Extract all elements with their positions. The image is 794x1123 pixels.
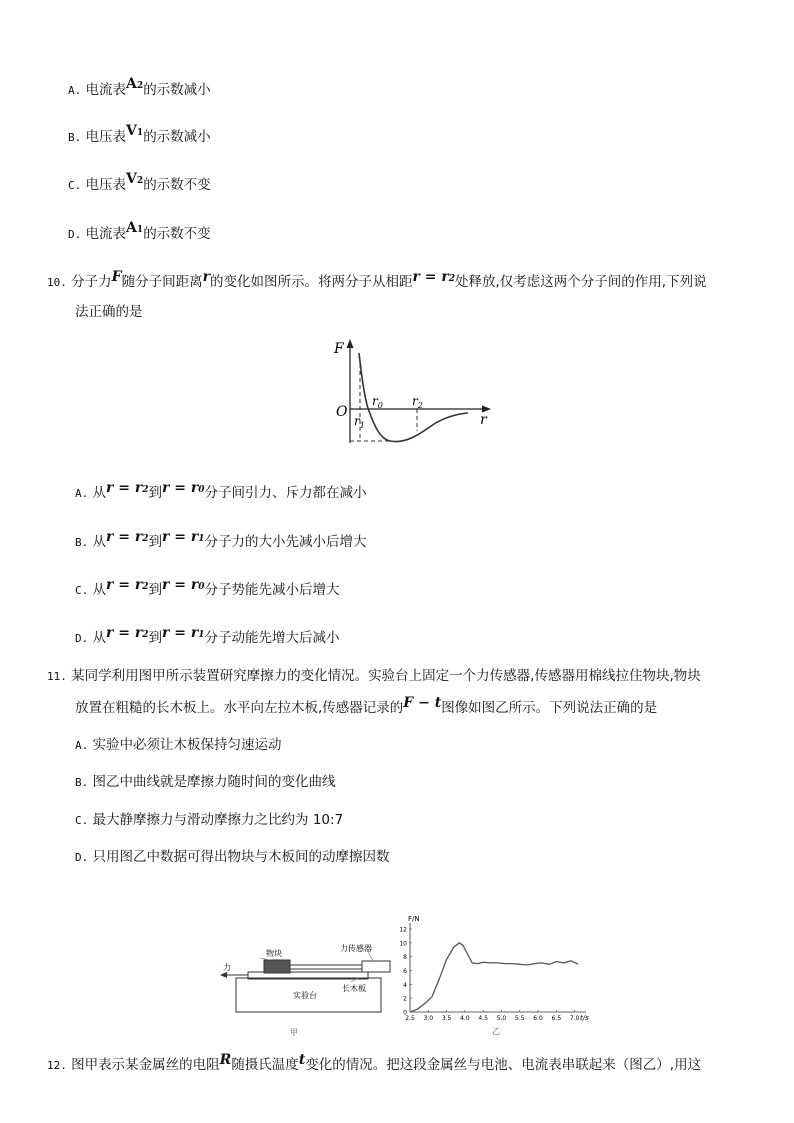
q9-option-b: B. 电压表V1的示数减小 xyxy=(68,123,211,145)
f-axis-arrow xyxy=(347,339,354,348)
f-axis-label: F xyxy=(334,341,344,357)
voltmeter-symbol: V2 xyxy=(126,171,144,187)
x-tick-label: 7.0 xyxy=(569,1015,580,1022)
sensor-label: 力传感器 xyxy=(340,944,372,953)
q12-stem-line1: 12. 图甲表示某金属丝的电阻R随摄氏温度t变化的情况。把这段金属丝与电池、电流表串联起来（图乙）,用这 xyxy=(47,1052,702,1073)
r2-label: $r_2$ xyxy=(412,394,423,410)
block-label: 物块 xyxy=(266,949,282,958)
ammeter-symbol: A1 xyxy=(126,220,144,236)
y-tick-label: 10 xyxy=(399,940,407,948)
q11-stem-line1: 11. 某同学利用图甲所示装置研究摩擦力的变化情况。实验台上固定一个力传感器,传感器用棉线拉住物块,物块 xyxy=(47,668,701,684)
apparatus-figure xyxy=(218,940,393,1040)
q10-option-c: C. 从r = r2到r = r0分子势能先减小后增大 xyxy=(75,577,340,598)
y-tick-label: 12 xyxy=(399,926,407,934)
r0-label: $r_0$ xyxy=(372,394,383,410)
board-label: 长木板 xyxy=(342,984,366,993)
ammeter-symbol: A2 xyxy=(126,76,144,92)
q10-stem-line1: 10. 分子力F随分子间距离r的变化如图所示。将两分子从相距r = r2处释放,仅考虑这两个分子间的作用,下列说 xyxy=(47,269,707,290)
x-axis-label: t/s xyxy=(580,1014,589,1022)
origin-label: O xyxy=(336,404,348,420)
y-tick-label: 0 xyxy=(403,1009,407,1017)
q10-option-a: A. 从r = r2到r = r0分子间引力、斥力都在减小 xyxy=(75,480,367,501)
voltmeter-symbol: V1 xyxy=(126,123,144,139)
q10-option-d: D. 从r = r2到r = r1分子动能先增大后减小 xyxy=(75,625,340,646)
y-tick-label: 2 xyxy=(403,995,407,1003)
y-axis-label: F/N xyxy=(408,915,420,923)
q10-option-b: B. 从r = r2到r = r1分子力的大小先减小后增大 xyxy=(75,529,367,550)
q10-stem-line2: 法正确的是 xyxy=(75,304,143,320)
sensor-leader xyxy=(368,952,373,961)
q9-option-d: D. 电流表A1的示数不变 xyxy=(68,220,211,242)
x-tick-label: 3.5 xyxy=(441,1015,452,1022)
x-tick-label: 3.0 xyxy=(423,1015,434,1022)
y-tick-label: 8 xyxy=(403,954,407,962)
q9-option-a: A. 电流表A2的示数减小 xyxy=(68,76,211,98)
force-label: 力 xyxy=(223,963,231,972)
x-tick-label: 4.0 xyxy=(460,1015,470,1022)
figure-yi-caption: 乙 xyxy=(492,1027,500,1036)
r-axis-label: r xyxy=(480,412,487,428)
x-tick-label: 5.5 xyxy=(515,1015,525,1022)
chart-axes xyxy=(410,923,586,1012)
x-tick-label: 6.5 xyxy=(551,1015,562,1022)
pull-arrow xyxy=(220,972,227,978)
block xyxy=(264,960,290,973)
x-tick-label: 2.5 xyxy=(405,1015,415,1022)
table-label: 实验台 xyxy=(293,991,317,1000)
q11-option-d: D. 只用图乙中数据可得出物块与木板间的动摩擦因数 xyxy=(75,849,390,865)
x-tick-label: 4.5 xyxy=(478,1015,488,1022)
q11-option-c: C. 最大静摩擦力与滑动摩擦力之比约为 10:7 xyxy=(75,812,344,828)
q9-option-c: C. 电压表V2的示数不变 xyxy=(68,171,211,193)
force-time-chart xyxy=(396,915,596,1040)
force-distance-graph xyxy=(328,335,498,455)
q11-stem-line2: 放置在粗糙的长木板上。水平向左拉木板,传感器记录的F − t图像如图乙所示。下列说法正确的是 xyxy=(75,695,658,716)
x-tick-label: 6.0 xyxy=(533,1015,543,1022)
x-tick-label: 5.0 xyxy=(496,1015,507,1022)
y-tick-label: 4 xyxy=(403,981,407,989)
force-sensor xyxy=(362,961,390,972)
y-tick-label: 6 xyxy=(403,968,407,975)
q11-option-b: B. 图乙中曲线就是摩擦力随时间的变化曲线 xyxy=(75,774,336,790)
figure-jia-caption: 甲 xyxy=(290,1028,298,1037)
r1-label: $r_1$ xyxy=(354,414,365,430)
chart-ticks xyxy=(399,927,579,1023)
force-series-line xyxy=(410,943,578,1012)
q11-option-a: A. 实验中必须让木板保持匀速运动 xyxy=(75,737,282,753)
